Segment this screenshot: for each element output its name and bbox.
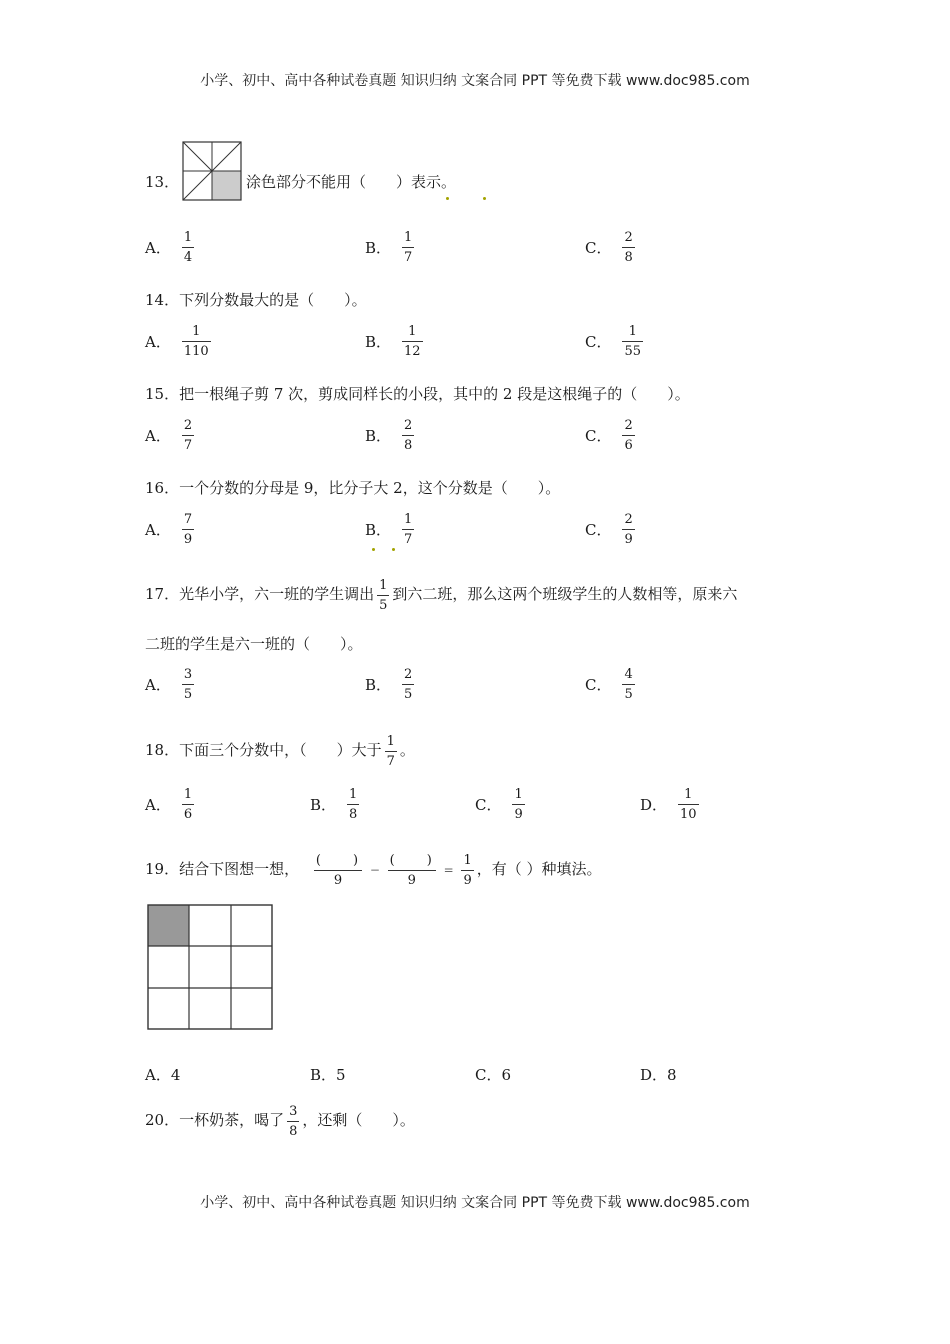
q17-option-a: A． $\frac{3}{5}$ [145,667,193,702]
q13-shaded-cell [212,171,241,200]
q15-option-a: A． $\frac{2}{7}$ [145,418,193,453]
q16-option-c: C． $\frac{2}{9}$ [585,512,633,547]
q15-question: 15．把一根绳子剪 7 次，剪成同样长的小段，其中的 2 段是这根绳子的（ ）。 [145,385,690,403]
q13-option-c: C． $\frac{2}{8}$ [585,230,633,265]
q16-option-a: A． $\frac{7}{9}$ [145,512,193,547]
q13-text: 涂色部分不能用（ ）表示。 [246,173,457,191]
scan-artifact [483,197,486,200]
q15-option-c: C． $\frac{2}{6}$ [585,418,633,453]
q15-option-b: B． $\frac{2}{8}$ [365,418,413,453]
q19-shaded-cell [148,905,189,946]
q16-option-b: B． $\frac{1}{7}$ [365,512,413,547]
q18-option-d: D． $\frac{1}{10}$ [640,787,697,822]
q13-question [145,172,179,192]
q18-option-a: A． $\frac{1}{6}$ [145,787,193,822]
q19-grid-figure [147,904,273,1030]
q14-question: 14．下列分数最大的是（ ）。 [145,291,367,309]
q13-option-b: B． $\frac{1}{7}$ [365,230,413,265]
scan-artifact [392,548,395,551]
q19-question: 19．结合下图想一想， $\frac{( )}{9}$ − $\frac{( )}{9}$ = $\frac{1}{9}$ ，有（ ）种填法。 [145,852,602,888]
page-footer: 小学、初中、高中各种试卷真题 知识归纳 文案合同 PPT 等免费下载 www.doc985.com [200,1195,750,1211]
q18-question: 18．下面三个分数中，（ ）大于 $\frac{1}{7}$ 。 [145,733,415,769]
q16-question: 16．一个分数的分母是 9，比分子大 2，这个分数是（ ）。 [145,479,561,497]
q19-option-b: B．5 [310,1066,346,1084]
q13-number: 13． [145,173,180,191]
q19-option-a: A．4 [145,1066,181,1084]
scan-artifact [372,548,375,551]
scan-artifact [446,197,449,200]
q14-option-c: C． $\frac{1}{55}$ [585,324,642,359]
q14-option-b: B． $\frac{1}{12}$ [365,324,421,359]
q14-option-a: A． $\frac{1}{110}$ [145,324,209,359]
q19-option-c: C．6 [475,1066,512,1084]
q17-option-c: C． $\frac{4}{5}$ [585,667,633,702]
q13-option-a: A． $\frac{1}{4}$ [145,230,193,265]
q18-option-b: B． $\frac{1}{8}$ [310,787,358,822]
q17-option-b: B． $\frac{2}{5}$ [365,667,413,702]
q18-option-c: C． $\frac{1}{9}$ [475,787,523,822]
q17-question: 17．光华小学，六一班的学生调出 $\frac{1}{5}$ 到六二班，那么这两个班级学生的人数相等，原来六 [145,577,738,613]
q13-figure [182,141,242,201]
q20-question: 20．一杯奶茶，喝了 $\frac{3}{8}$ ，还剩（ ）。 [145,1103,415,1139]
q17-question-line2: 二班的学生是六一班的（ ）。 [145,635,363,653]
q19-option-d: D．8 [640,1066,677,1084]
page-header: 小学、初中、高中各种试卷真题 知识归纳 文案合同 PPT 等免费下载 www.doc985.com [200,73,750,89]
